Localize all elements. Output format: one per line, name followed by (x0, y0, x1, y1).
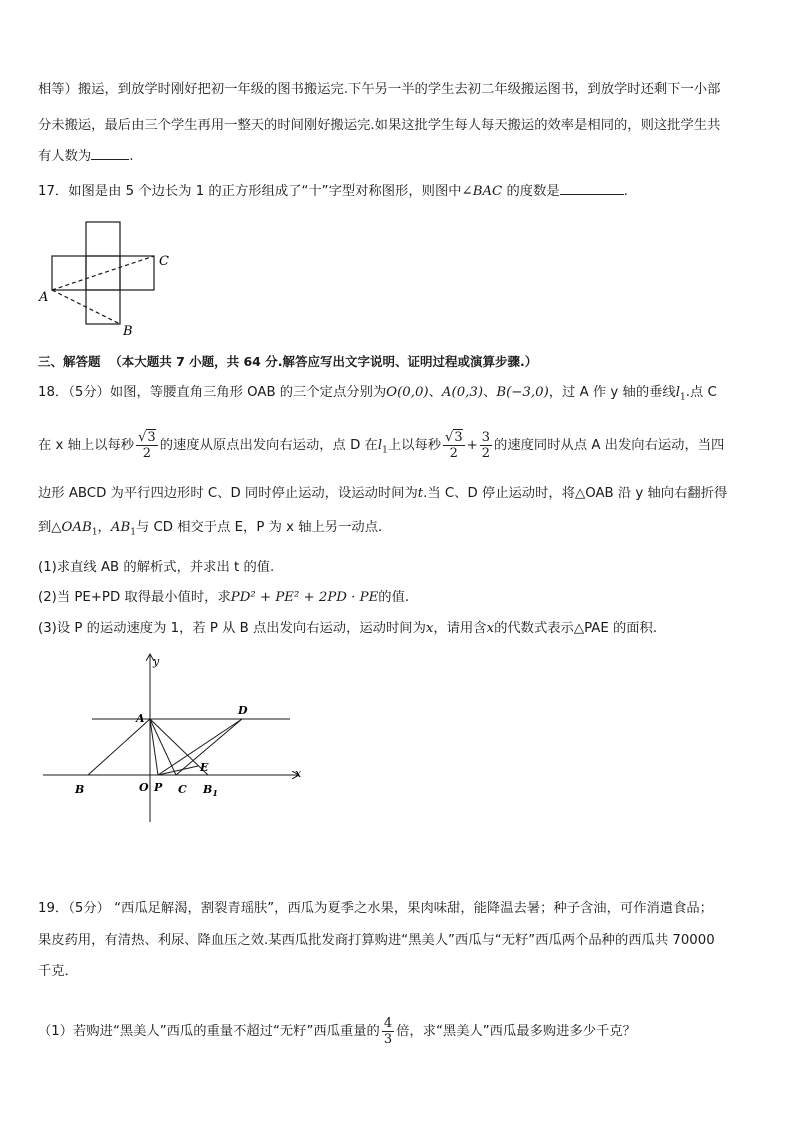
q18-l4-seg: AB (110, 520, 131, 535)
section3-note: （本大题共 7 小题，共 64 分.解答应写出文字说明、证明过程或演算步骤.） (109, 354, 538, 369)
q18-p2a: (2)当 PE+PD 取得最小值时，求 (38, 590, 231, 605)
q18-l2a: 在 x 轴上以每秒 (38, 438, 135, 453)
frac1-rad: 3 (147, 429, 156, 445)
q18-l4-sub: 1 (91, 527, 98, 538)
q18-l2b: 的速度从原点出发向右运动，点 D 在 (159, 438, 378, 453)
q18-l2-sub: 1 (382, 445, 388, 456)
frac-den: 3 (383, 1031, 393, 1047)
dashed-line-AC (52, 256, 154, 290)
q18-l2d: 的速度同时从点 A 出发向右运动，当四 (494, 438, 725, 453)
q16-line3 (38, 145, 133, 167)
q19-line3: 千克． (38, 964, 78, 979)
q18-l1b: ，过 A 作 y 轴的垂线 (548, 385, 676, 400)
q18-l2-var: l (377, 438, 383, 453)
q19-line2: 果皮药用，有清热、利尿、降血压之效.某西瓜批发商打算购进“黑美人”西瓜与“无籽”西瓜两个品种的西瓜共 70000 (38, 933, 715, 948)
q19-line4 (38, 1014, 636, 1050)
label-C: C (178, 783, 187, 796)
frac3-den: 2 (481, 445, 491, 461)
q17-text-c: . (623, 184, 628, 199)
frac3-num: 3 (481, 429, 491, 445)
label-P: P (154, 781, 163, 794)
q18-sep2: 、 (483, 385, 497, 400)
segment-CD (176, 719, 242, 775)
label-B1-sub: 1 (212, 788, 218, 798)
frac2-rad: 3 (454, 429, 463, 445)
cross-figure (30, 215, 180, 340)
q19-line1: 19．（5分） “西瓜足解渴，割裂青瑶肤”，西瓜为夏季之水果，果肉味甜，能降温去暑；种子含油，可作消遣食品； (38, 901, 713, 916)
label-A: A (39, 290, 49, 305)
section3-heading (38, 352, 537, 372)
q17-text (38, 180, 628, 202)
label-B: B (75, 783, 85, 796)
label-B1-main: B (203, 783, 213, 796)
q18-l4b: ， (97, 520, 111, 535)
q18-part2 (38, 588, 409, 608)
fraction-sqrt3-over-2-b: $\frac{√3}{2}$ (445, 429, 463, 461)
section3-title: 三、解答题 (38, 354, 101, 369)
q18-p3c: 的代数式表示△PAE 的面积. (494, 621, 658, 636)
label-B: B (123, 324, 133, 339)
q18-point-O: O(0,0) (386, 385, 429, 400)
cross-square-top (86, 222, 120, 256)
q18-p2b: 的值. (378, 590, 410, 605)
q18-p3-x2: x (486, 621, 495, 636)
label-C: C (159, 254, 169, 269)
q18-l4a: 到△ (38, 520, 62, 535)
q18-part1: (1)求直线 AB 的解析式，并求出 t 的值. (38, 560, 275, 575)
q18-l3a: 边形 ABCD 为平行四边形时 C、D 同时停止运动，设运动时间为 (38, 486, 418, 501)
q16-line1: 相等）搬运，到放学时刚好把初一年级的图书搬运完.下午另一半的学生去初二年级搬运图书，到放学时还剩下一小部 (38, 82, 721, 97)
fraction-sqrt3-over-2: $\frac{√3}{2}$ (138, 429, 156, 461)
label-O: O (139, 781, 149, 794)
q16-line3-end: . (129, 149, 134, 164)
cross-square-center (86, 256, 120, 290)
q18-plus: + (466, 438, 478, 453)
q18-line1 (38, 383, 717, 408)
q18-part3 (38, 619, 657, 639)
q18-p3b: ，请用含 (433, 621, 487, 636)
q18-point-A: A(0,3) (441, 385, 484, 400)
q17-angle: ∠BAC (461, 184, 503, 199)
fraction-4-over-3 (382, 1016, 394, 1047)
q18-line2 (38, 428, 724, 469)
answer-blank-17 (560, 180, 624, 195)
q18-sep1: 、 (428, 385, 442, 400)
q18-p3a: (3)设 P 的运动速度为 1，若 P 从 B 点出发向右运动，运动时间为 (38, 621, 426, 636)
q18-point-B: B(−3,0) (496, 385, 549, 400)
frac1-den: 2 (142, 445, 152, 461)
q18-l4-seg-sub: 1 (130, 527, 136, 538)
label-E: E (200, 761, 209, 774)
q19-l4a: （1）若购进“黑美人”西瓜的重量不超过“无籽”西瓜重量的 (38, 1024, 380, 1039)
label-y: y (153, 655, 160, 668)
q18-l1a: 18．（5分）如图，等腰直角三角形 OAB 的三个定点分别为 (38, 385, 387, 400)
q18-l4c: 与 CD 相交于点 E，P 为 x 轴上另一动点. (135, 520, 383, 535)
q18-l4-tri: OAB (61, 520, 92, 535)
q18-line4 (38, 518, 382, 543)
frac-num: 4 (383, 1015, 393, 1031)
q19-l4b: 倍，求“黑美人”西瓜最多购进多少千克？ (396, 1024, 636, 1039)
q17-text-b: 的度数是 (502, 184, 560, 199)
q18-l1-var: l (675, 385, 680, 400)
q16-line2: 分未搬运，最后由三个学生再用一整天的时间刚好搬运完.如果这批学生每人每天搬运的效率是相同的，则这批学生共 (38, 118, 721, 133)
cross-square-right (120, 256, 154, 290)
q18-line3 (38, 484, 727, 504)
label-x: x (295, 767, 302, 780)
frac2-den: 2 (449, 445, 458, 461)
q18-l3-t: t (417, 486, 424, 501)
fraction-3-over-2 (480, 430, 492, 461)
q16-line3-text: 有人数为 (38, 149, 92, 164)
cross-square-bottom (86, 290, 120, 324)
q18-l1c: .点 C (685, 385, 717, 400)
coordinate-figure (40, 650, 320, 830)
q18-p3-x: x (425, 621, 434, 636)
label-B1 (202, 783, 218, 798)
segment-AB (88, 719, 150, 775)
q18-l2c: 上以每秒 (387, 438, 442, 453)
answer-blank-16 (91, 145, 129, 160)
q18-l3b: .当 C、D 停止运动时，将△OAB 沿 y 轴向右翻折得 (423, 486, 728, 501)
label-D: D (238, 704, 248, 717)
q18-p2-expr: PD² + PE² + 2PD · PE (230, 590, 379, 605)
label-A: A (136, 712, 145, 725)
q17-text-a: 17．如图是由 5 个边长为 1 的正方形组成了“十”字型对称图形，则图中 (38, 184, 462, 199)
q18-l1-sub: 1 (679, 392, 686, 403)
